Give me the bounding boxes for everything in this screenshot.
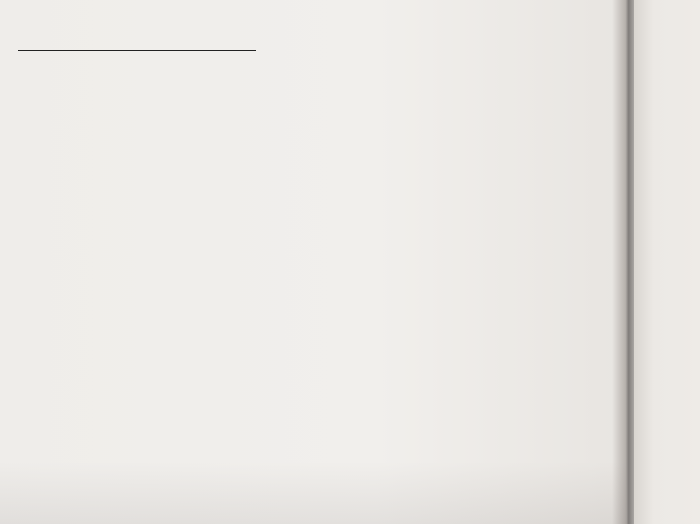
header-rule <box>18 50 256 51</box>
abstract <box>62 268 537 280</box>
facing-page <box>634 0 700 524</box>
